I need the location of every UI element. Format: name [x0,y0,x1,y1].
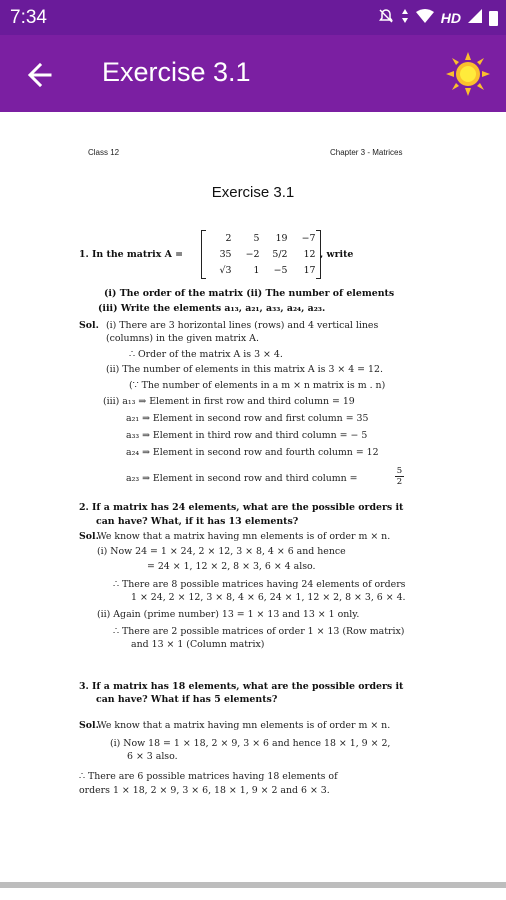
signal-icon [468,9,482,27]
solution-label: Sol. [79,320,99,331]
matrix-cell: −7 [301,233,316,244]
question-1-part-a: (i) The order of the matrix (ii) The number of elements [104,288,395,299]
matrix-cell: 35 [219,249,232,260]
question-1-part-b: (iii) Write the elements a₁₃, a₂₁, a₃₃, a₂₄, a₂₃. [98,303,326,314]
solution-line: 6 × 3 also. [127,751,178,762]
status-time: 7:34 [10,7,47,28]
solution-line: (∵ The number of elements in a m × n matrix is m . n) [129,380,386,391]
matrix-cell: −2 [245,249,260,260]
brightness-toggle[interactable] [446,52,490,96]
solution-line: (i) There are 3 horizontal lines (rows) and 4 vertical lines [106,320,379,331]
fraction [395,466,404,487]
question-2: can have? What, if it has 13 elements? [96,516,299,527]
solution-line: a₂₃ ⇒ Element in second row and third column = [126,473,358,484]
solution-line: (i) Now 24 = 1 × 24, 2 × 12, 3 × 8, 4 × 6 and hence [97,546,346,557]
solution-line: a₂₁ ⇒ Element in second row and first column = 35 [126,413,369,424]
matrix-cell: 19 [275,233,288,244]
solution-line: (ii) Again (prime number) 13 = 1 × 13 and 13 × 1 only. [97,609,360,620]
solution-line: ∴ Order of the matrix A is 3 × 4. [129,349,283,360]
matrix-cell: 12 [303,249,316,260]
chapter-label: Chapter 3 - Matrices [330,148,403,157]
solution-line: a₂₄ ⇒ Element in second row and fourth column = 12 [126,447,379,458]
solution-line: ∴ There are 6 possible matrices having 18 elements of [79,771,338,782]
solution-line: a₃₃ ⇒ Element in third row and third column = − 5 [126,430,368,441]
question-1-intro: 1. In the matrix A = [79,249,183,260]
matrix-row [202,262,320,278]
question-3: 3. If a matrix has 18 elements, what are the possible orders it [79,681,404,692]
back-button[interactable] [22,57,58,93]
solution-line: ∴ There are 8 possible matrices having 24 elements of orders [113,579,406,590]
question-1-write: , write [320,249,354,260]
matrix-cell: 17 [303,265,316,276]
battery-icon [489,11,498,26]
matrix-cell: √3 [219,265,232,276]
solution-line: We know that a matrix having mn elements is of order m × n. [97,531,391,542]
data-arrows-icon [401,8,409,28]
page-title: Exercise 3.1 [102,57,251,87]
solution-line: orders 1 × 18, 2 × 9, 3 × 6, 18 × 1, 9 × 2 and 6 × 3. [79,785,330,796]
fraction-numerator: 5 [396,466,403,476]
solution-line: 1 × 24, 2 × 12, 3 × 8, 4 × 6, 24 × 1, 12 × 2, 8 × 3, 6 × 4. [131,592,406,603]
back-arrow-icon [22,57,58,93]
wifi-icon [416,9,434,28]
question-3: can have? What if has 5 elements? [96,694,278,705]
solution-line: (iii) a₁₃ ⇒ Element in first row and third column = 19 [103,396,355,407]
sun-icon [446,52,490,96]
solution-line: We know that a matrix having mn elements is of order m × n. [97,720,391,731]
network-type-label: HD [440,10,461,26]
matrix-cell: 5/2 [272,249,288,260]
matrix-cell: 1 [253,265,260,276]
solution-line: ∴ There are 2 possible matrices of order 1 × 13 (Row matrix) [113,626,405,637]
question-2: 2. If a matrix has 24 elements, what are the possible orders it [79,502,404,513]
matrix-a [201,230,321,279]
scroll-track[interactable] [0,882,506,888]
status-icons [378,8,498,28]
solution-line: = 24 × 1, 12 × 2, 8 × 3, 6 × 4 also. [147,561,316,572]
solution-label: Sol. [79,720,99,731]
matrix-cell: 5 [253,233,260,244]
matrix-row [202,246,320,262]
fraction-denominator: 2 [396,477,403,487]
matrix-cell: 2 [225,233,232,244]
status-bar [0,0,506,35]
document-page [0,112,506,882]
matrix-row [202,230,320,246]
solution-line: (i) Now 18 = 1 × 18, 2 × 9, 3 × 6 and hence 18 × 1, 9 × 2, [110,738,391,749]
matrix-cell: −5 [273,265,288,276]
app-bar [0,35,506,112]
solution-line: and 13 × 1 (Column matrix) [131,639,265,650]
class-label: Class 12 [88,148,120,157]
mute-icon [378,8,394,28]
solution-label: Sol. [79,531,99,542]
exercise-title: Exercise 3.1 [211,184,295,201]
solution-line: (columns) in the given matrix A. [106,333,259,344]
solution-line: (ii) The number of elements in this matrix A is 3 × 4 = 12. [106,364,383,375]
